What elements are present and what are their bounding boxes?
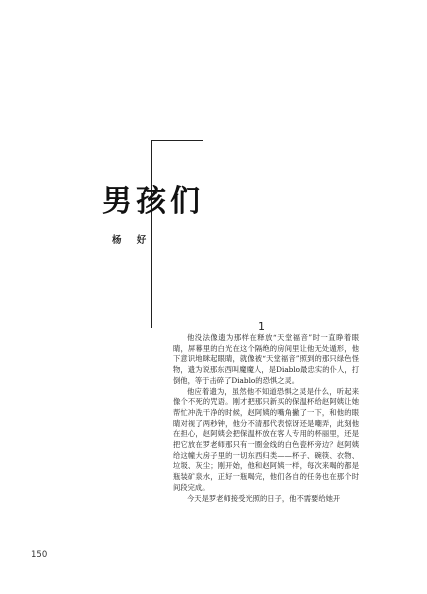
paragraph: 他没法像遗为那样在释放“天堂福音”时一直睁着眼睛，屏幕里的白光在这个隔绝的房间里让他无处遁形，他下意识地眯起眼睛，就像被“天堂福音”照到的那只绿色怪物，遗为说那东西叫魔魔人，是Diablo最忠实的仆人，打倒他，等于击碎了Diablo的恐惧之灵。 <box>173 333 359 385</box>
article-title: 男孩们 <box>102 184 204 219</box>
author-name: 杨 好 <box>112 235 153 246</box>
paragraph: 今天是罗老师接受光照的日子，他不需要给她开 <box>187 493 341 503</box>
body-text <box>173 333 359 504</box>
paragraph: 他应着遗为，虽然他不知道恐惧之灵是什么，听起来像个不死的咒语。刚才把那只新买的保温杯给赵阿姨让她帮忙冲洗干净的时候，赵阿姨的嘴角撇了一下，和他的眼睛对视了两秒钟，他分不清那代表惊讶还是嘲弄，此刻他在担心，赵阿姨会把保温杯放在客人专用的杯丽里，还是把它放在罗老师那只有一圈金线的白色瓷杯旁边？赵阿姨给这幢大房子里的一切东西归类——杯子、碗筷、衣物、垃圾、灰尘；刚开始，他和赵阿姨一样，每次来喝的都是瓶装矿泉水，正好一瓶喝完，他们各自的任务也在那个时间段完成。 <box>173 386 359 492</box>
page-number: 150 <box>31 550 48 560</box>
horizontal-rule <box>151 140 203 141</box>
section-number: 1 <box>258 320 265 333</box>
